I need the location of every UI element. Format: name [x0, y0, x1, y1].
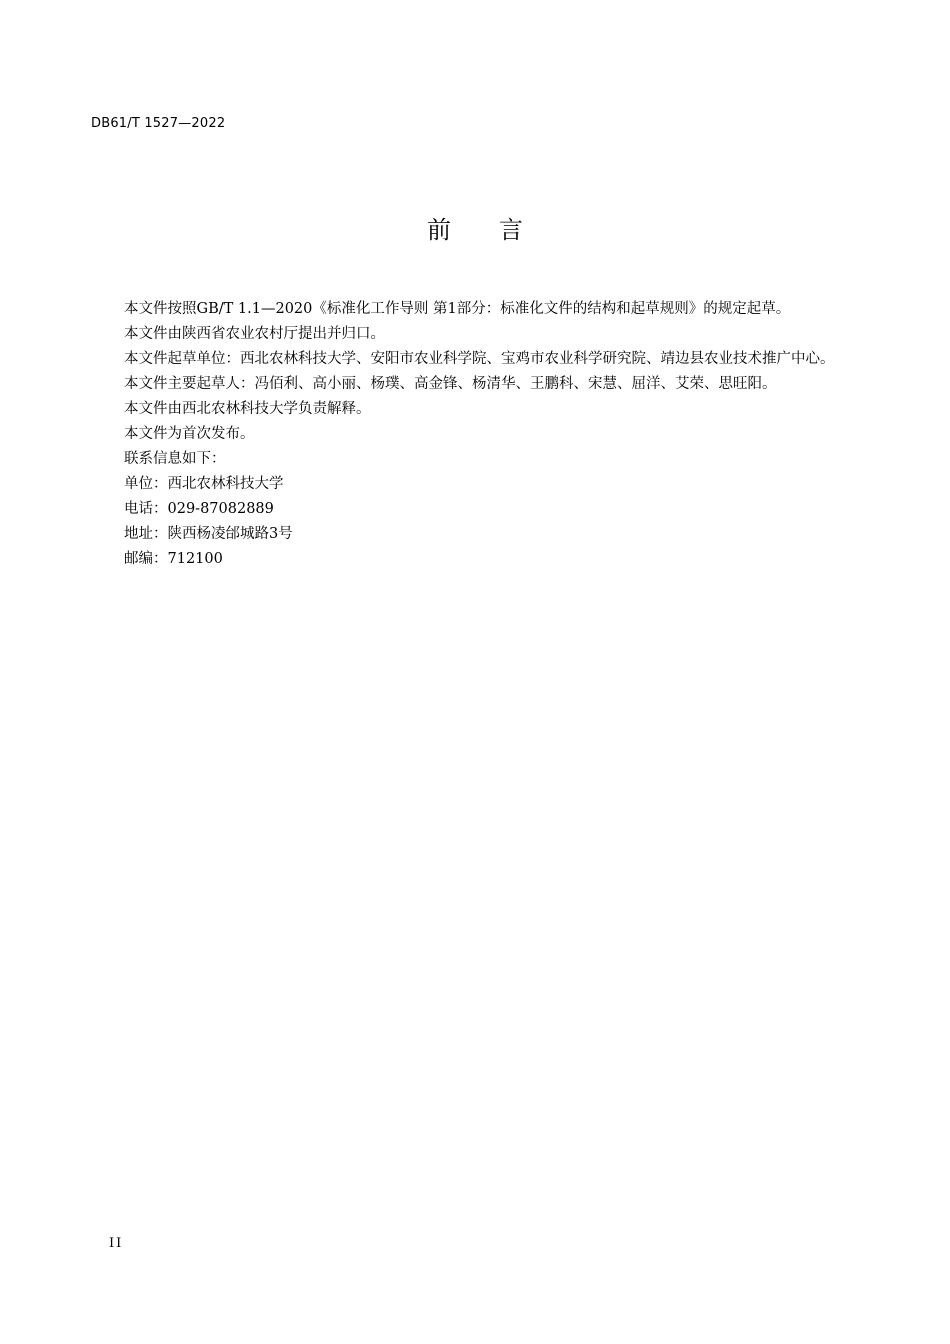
page-number: II	[109, 1236, 124, 1251]
paragraph-first-release: 本文件为首次发布。	[124, 426, 255, 442]
paragraph-drafting-units: 本文件起草单位：西北农林科技大学、安阳市农业科学院、宝鸡市农业科学研究院、靖边县农业技术推广中心。	[124, 351, 835, 367]
paragraph-drafters: 本文件主要起草人：冯佰利、高小丽、杨璞、高金锋、杨清华、王鹏科、宋慧、屈洋、艾荣、思旺阳。	[124, 376, 777, 392]
contact-address: 地址：陕西杨凌邰城路3号	[124, 526, 293, 542]
section-heading-text: 前言	[427, 216, 571, 244]
contact-unit: 单位：西北农林科技大学	[124, 476, 284, 492]
contact-postcode: 邮编：712100	[124, 551, 223, 567]
document-code: DB61/T 1527—2022	[91, 116, 226, 131]
section-heading	[0, 212, 950, 248]
paragraph-proposer: 本文件由陕西省农业农村厅提出并归口。	[124, 326, 385, 342]
contact-phone: 电话：029-87082889	[124, 501, 274, 517]
paragraph-drafting-rules: 本文件按照GB/T 1.1—2020《标准化工作导则 第1部分：标准化文件的结构和起草规则》的规定起草。	[124, 301, 791, 317]
paragraph-interpretation: 本文件由西北农林科技大学负责解释。	[124, 401, 371, 417]
foreword-body	[91, 297, 837, 572]
paragraph-contact-intro: 联系信息如下：	[124, 451, 226, 467]
